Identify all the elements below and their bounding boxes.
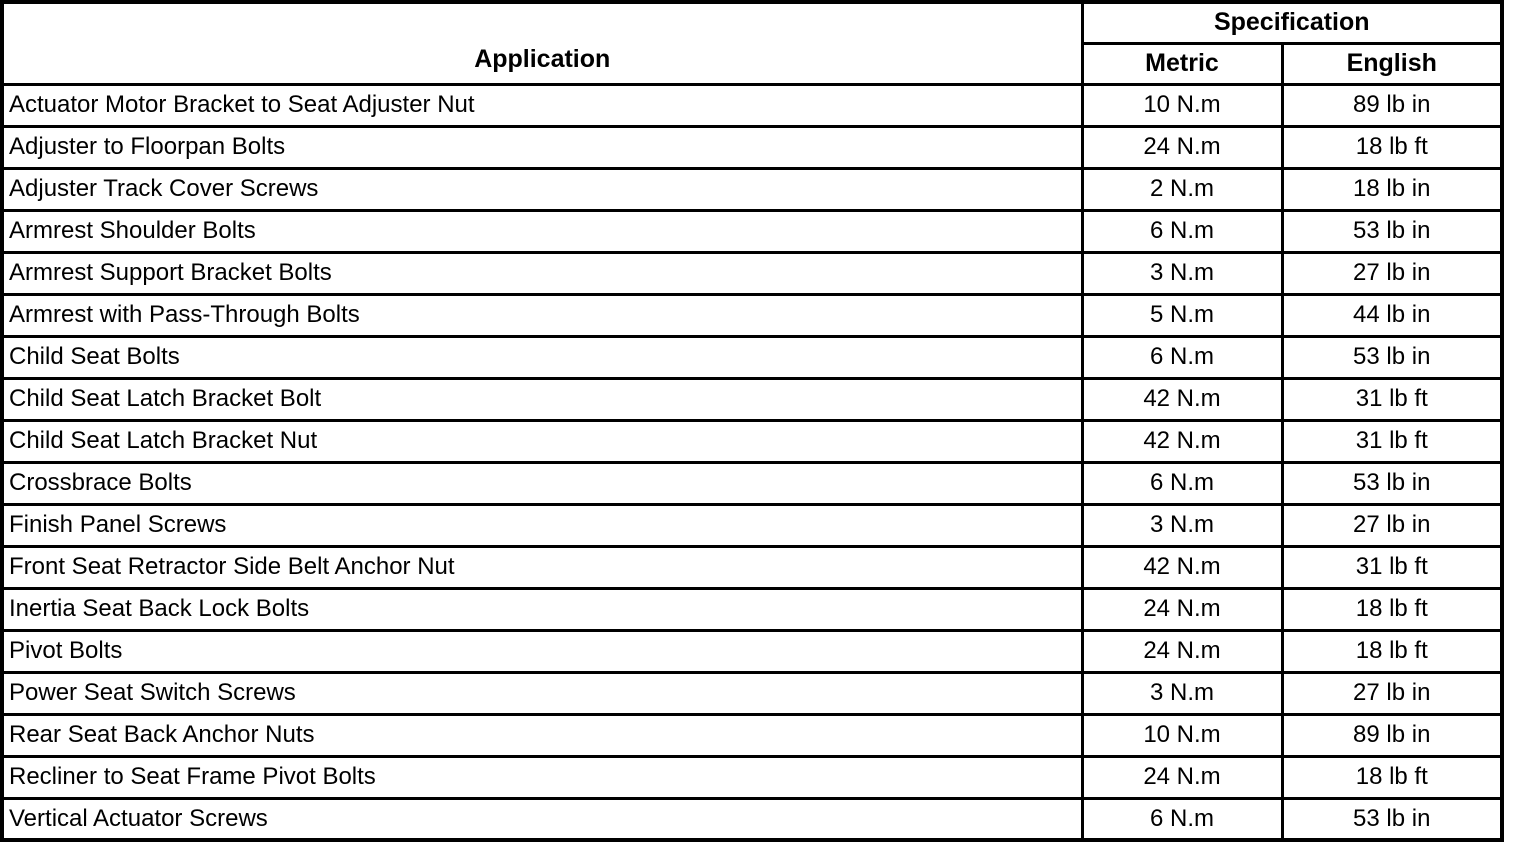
table-row (2, 336, 1502, 378)
metric-value: 42 N.m (1082, 420, 1282, 462)
table-row (2, 378, 1502, 420)
application-column-header: Application (2, 2, 1082, 84)
english-value: 27 lb in (1282, 252, 1502, 294)
metric-value: 42 N.m (1082, 546, 1282, 588)
application-cell: Vertical Actuator Screws (2, 798, 1082, 840)
application-cell: Armrest Support Bracket Bolts (2, 252, 1082, 294)
metric-value: 2 N.m (1082, 168, 1282, 210)
application-cell: Child Seat Bolts (2, 336, 1082, 378)
table-row (2, 588, 1502, 630)
english-value: 18 lb ft (1282, 630, 1502, 672)
application-cell: Actuator Motor Bracket to Seat Adjuster Nut (2, 84, 1082, 126)
metric-value: 6 N.m (1082, 336, 1282, 378)
metric-value: 6 N.m (1082, 210, 1282, 252)
metric-value: 42 N.m (1082, 378, 1282, 420)
metric-value: 5 N.m (1082, 294, 1282, 336)
application-cell: Crossbrace Bolts (2, 462, 1082, 504)
table-row (2, 126, 1502, 168)
table-row (2, 210, 1502, 252)
english-value: 53 lb in (1282, 462, 1502, 504)
metric-value: 24 N.m (1082, 630, 1282, 672)
table-row (2, 462, 1502, 504)
table-row (2, 756, 1502, 798)
english-value: 18 lb ft (1282, 756, 1502, 798)
application-cell: Child Seat Latch Bracket Bolt (2, 378, 1082, 420)
table-row (2, 168, 1502, 210)
english-value: 27 lb in (1282, 504, 1502, 546)
english-value: 18 lb ft (1282, 126, 1502, 168)
table-row (2, 294, 1502, 336)
english-value: 18 lb ft (1282, 588, 1502, 630)
metric-value: 24 N.m (1082, 588, 1282, 630)
table-row (2, 672, 1502, 714)
table-row (2, 252, 1502, 294)
table-body (2, 84, 1502, 840)
table-row (2, 84, 1502, 126)
application-cell: Pivot Bolts (2, 630, 1082, 672)
english-value: 89 lb in (1282, 84, 1502, 126)
metric-value: 6 N.m (1082, 798, 1282, 840)
application-cell: Finish Panel Screws (2, 504, 1082, 546)
english-value: 44 lb in (1282, 294, 1502, 336)
application-cell: Adjuster Track Cover Screws (2, 168, 1082, 210)
table-row (2, 504, 1502, 546)
application-cell: Power Seat Switch Screws (2, 672, 1082, 714)
metric-value: 3 N.m (1082, 504, 1282, 546)
metric-value: 3 N.m (1082, 672, 1282, 714)
english-value: 18 lb in (1282, 168, 1502, 210)
metric-value: 24 N.m (1082, 756, 1282, 798)
english-value: 53 lb in (1282, 798, 1502, 840)
application-cell: Armrest with Pass-Through Bolts (2, 294, 1082, 336)
english-value: 27 lb in (1282, 672, 1502, 714)
english-value: 31 lb ft (1282, 420, 1502, 462)
english-value: 89 lb in (1282, 714, 1502, 756)
metric-column-header: Metric (1082, 43, 1282, 84)
application-cell: Armrest Shoulder Bolts (2, 210, 1082, 252)
metric-value: 6 N.m (1082, 462, 1282, 504)
application-cell: Front Seat Retractor Side Belt Anchor Nut (2, 546, 1082, 588)
application-cell: Rear Seat Back Anchor Nuts (2, 714, 1082, 756)
english-value: 31 lb ft (1282, 546, 1502, 588)
table-row (2, 714, 1502, 756)
metric-value: 10 N.m (1082, 714, 1282, 756)
table-row (2, 630, 1502, 672)
table-row (2, 798, 1502, 840)
specification-column-header: Specification (1082, 2, 1502, 43)
table-row (2, 546, 1502, 588)
english-column-header: English (1282, 43, 1502, 84)
header-row-specification (2, 2, 1502, 43)
table-row (2, 420, 1502, 462)
metric-value: 10 N.m (1082, 84, 1282, 126)
table-header (2, 2, 1502, 84)
english-value: 31 lb ft (1282, 378, 1502, 420)
metric-value: 24 N.m (1082, 126, 1282, 168)
application-cell: Inertia Seat Back Lock Bolts (2, 588, 1082, 630)
metric-value: 3 N.m (1082, 252, 1282, 294)
english-value: 53 lb in (1282, 336, 1502, 378)
application-cell: Recliner to Seat Frame Pivot Bolts (2, 756, 1082, 798)
english-value: 53 lb in (1282, 210, 1502, 252)
application-cell: Child Seat Latch Bracket Nut (2, 420, 1082, 462)
application-cell: Adjuster to Floorpan Bolts (2, 126, 1082, 168)
